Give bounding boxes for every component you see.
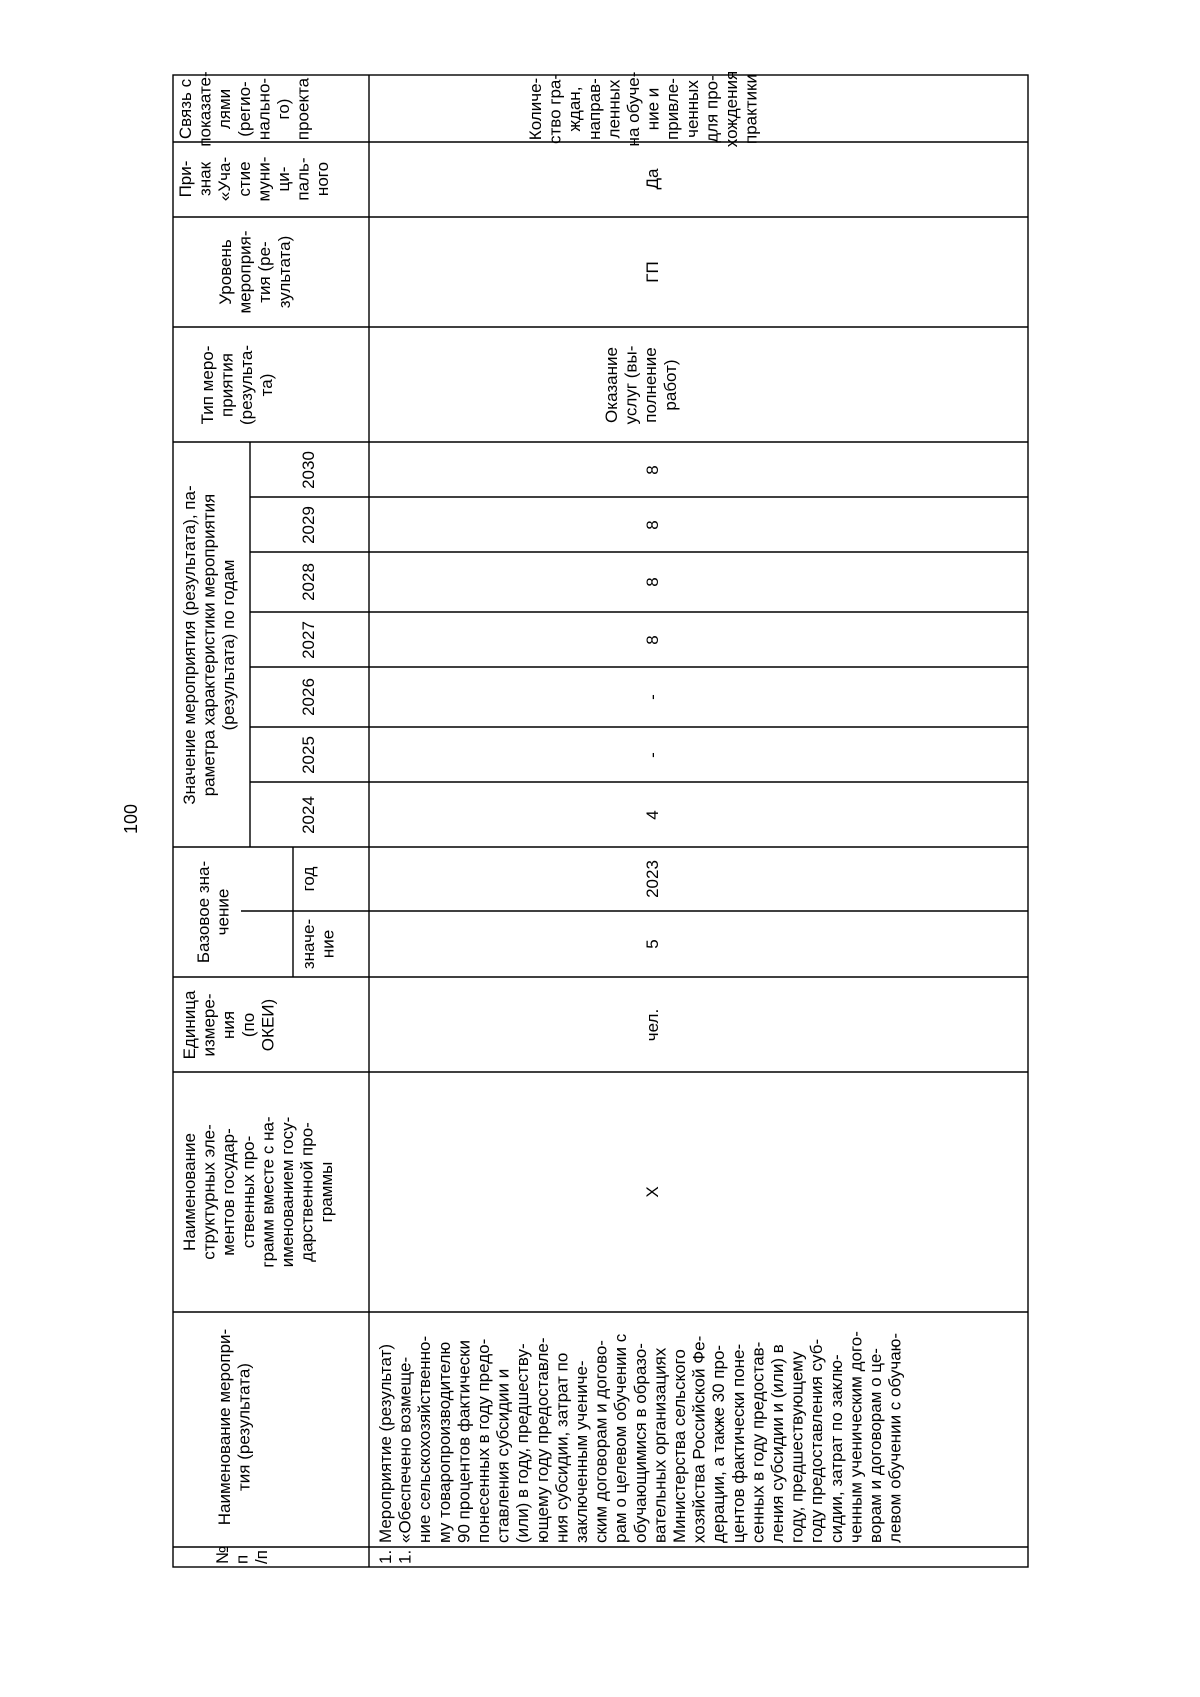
row-event-name: левом обучении с обучаю- [885,1332,905,1543]
header-year: 2024 [299,796,318,834]
header-no: /п [252,1550,272,1564]
header-level: тия (ре- [255,241,275,303]
header-year: 2030 [299,451,318,489]
row-event-name: ления субсидии и (или) в [768,1344,787,1543]
header-no: № [213,1545,232,1564]
header-unit: измере- [199,993,219,1057]
row-event-name: ворам и договорам о це- [866,1348,885,1543]
header-year: 2028 [299,563,318,601]
row-event-name: рам о целевом обучении с [611,1333,631,1543]
row-year-value: 8 [643,635,662,645]
header-link: лями [215,88,235,130]
row-event-name: Мероприятие (результат) [376,1343,395,1543]
row-link: привле- [663,78,683,140]
row-event-name: ченным ученическим дого- [846,1331,866,1543]
row-link: ждан, [565,86,585,132]
row-event-name: ющему году предоставле- [532,1337,552,1543]
row-base-year: 2023 [643,860,662,898]
header-event-name: Наименование меропри- [215,1328,234,1526]
header-municipal: ци- [274,166,293,192]
header-year: 2025 [299,736,318,774]
row-event-name: центов фактически поне- [728,1343,748,1543]
header-municipal: паль- [293,157,313,201]
row-year-value: - [643,694,662,700]
row-link: направ- [584,78,604,140]
row-event-name: ния субсидии, затрат по [552,1352,572,1543]
row-event-name: (или) в году, предшеству- [513,1343,533,1543]
row-link: ченных [682,80,702,138]
row-link: Количе- [526,77,545,141]
row-year-value: 4 [643,810,662,820]
row-year-value: 8 [643,520,662,530]
header-values-by-year: раметра характеристики мероприятия [199,493,219,797]
row-no: 1. [395,1549,415,1564]
row-event-name: «Обеспечено возмеще- [395,1356,415,1543]
row-unit: чел. [643,1008,662,1042]
row-no: 1. [376,1549,395,1564]
header-structural: структурных эле- [199,1124,219,1260]
row-event-name: му товаропроизводителю [434,1341,454,1543]
row-link: на обуче- [624,71,643,147]
row-event-name: понесенных в году предо- [474,1338,493,1543]
header-type: Тип меро- [198,345,217,425]
row-municipal: Да [643,168,662,190]
row-event-name: дерации, а также 30 про- [709,1344,729,1543]
row-year-value: 8 [643,465,662,475]
row-link: ство гра- [545,73,565,145]
row-year-value: - [643,752,662,758]
row-link: ленных [604,79,624,139]
header-unit: (по [238,1012,258,1038]
header-level: Уровень [216,239,235,305]
header-unit: Единица [180,990,199,1060]
row-event-name: сенных в году предостав- [748,1341,768,1543]
header-base-value: ние [318,929,338,959]
header-link: нально- [254,77,274,141]
row-event-name: вательных организациях [650,1347,670,1543]
row-link: хождения [722,70,741,148]
row-event-name: году, предшествующему [787,1351,807,1543]
header-structural: дарственной про- [297,1122,317,1262]
header-base-year: год [299,866,318,892]
header-type: (результа- [237,344,257,426]
row-type: Оказание [602,347,621,423]
row-link: ние и [643,87,663,131]
row-event-name: заключенным учениче- [572,1360,591,1543]
header-values-by-year: Значение мероприятия (результата), па- [180,485,199,805]
header-base: Базовое зна- [194,860,213,964]
row-level: ГП [643,261,662,283]
header-municipal: муни- [254,156,274,202]
row-event-name: году предоставления суб- [807,1338,827,1543]
header-year: 2027 [299,621,318,659]
row-type: работ) [660,359,680,411]
header-municipal: «Уча- [215,156,235,202]
header-structural: Наименование [180,1133,199,1251]
header-base: чение [213,888,233,936]
header-no: п [232,1554,252,1564]
header-type: та) [256,373,276,397]
row-year-value: 8 [643,577,662,587]
header-link: го) [274,98,293,120]
header-base-value: значе- [299,918,318,970]
row-event-name: сидии, затрат по заклю- [826,1354,846,1543]
header-level: зультата) [274,235,294,309]
header-structural: ментов государ- [219,1128,239,1256]
header-level: мероприя- [235,230,255,314]
row-event-name: Министерства сельского [670,1349,689,1543]
header-municipal: ного [313,161,333,197]
row-event-name: ставления субсидии и [493,1368,513,1543]
header-structural: граммы [317,1161,337,1223]
row-event-name: ским договорам и догово- [591,1340,611,1543]
row-link: практики [741,74,761,144]
header-structural: именованием госу- [278,1116,297,1268]
row-event-name: 90 процентов фактически [454,1339,474,1543]
header-link: показате- [195,71,215,147]
row-event-name: ние сельскохозяйственно- [415,1335,435,1543]
header-unit: ния [219,1010,239,1040]
header-link: Связь с [176,78,195,140]
row-link: для про- [702,75,722,143]
header-year: 2029 [299,506,318,544]
header-type: приятия [217,353,237,417]
header-structural: ственных про- [238,1135,258,1249]
row-event-name: обучающимися в образо- [630,1343,650,1543]
header-year: 2026 [299,678,318,716]
row-type: полнение [641,347,661,423]
row-base-value: 5 [643,939,662,949]
row-event-name: хозяйства Российской Фе- [689,1335,709,1543]
header-municipal: стие [234,161,254,197]
header-structural: грамм вместе с на- [258,1116,278,1268]
page-number-text: 100 [121,803,142,835]
row-type: услуг (вы- [621,345,641,425]
row-structural: Х [643,1186,662,1198]
header-unit: ОКЕИ) [258,998,278,1052]
header-municipal: знак [195,161,215,197]
header-municipal: При- [176,160,195,198]
header-link: проекта [293,77,313,141]
header-link: (регио- [234,81,254,137]
header-event-name: тия (результата) [234,1363,254,1491]
header-values-by-year: (результата) по годам [219,559,239,731]
